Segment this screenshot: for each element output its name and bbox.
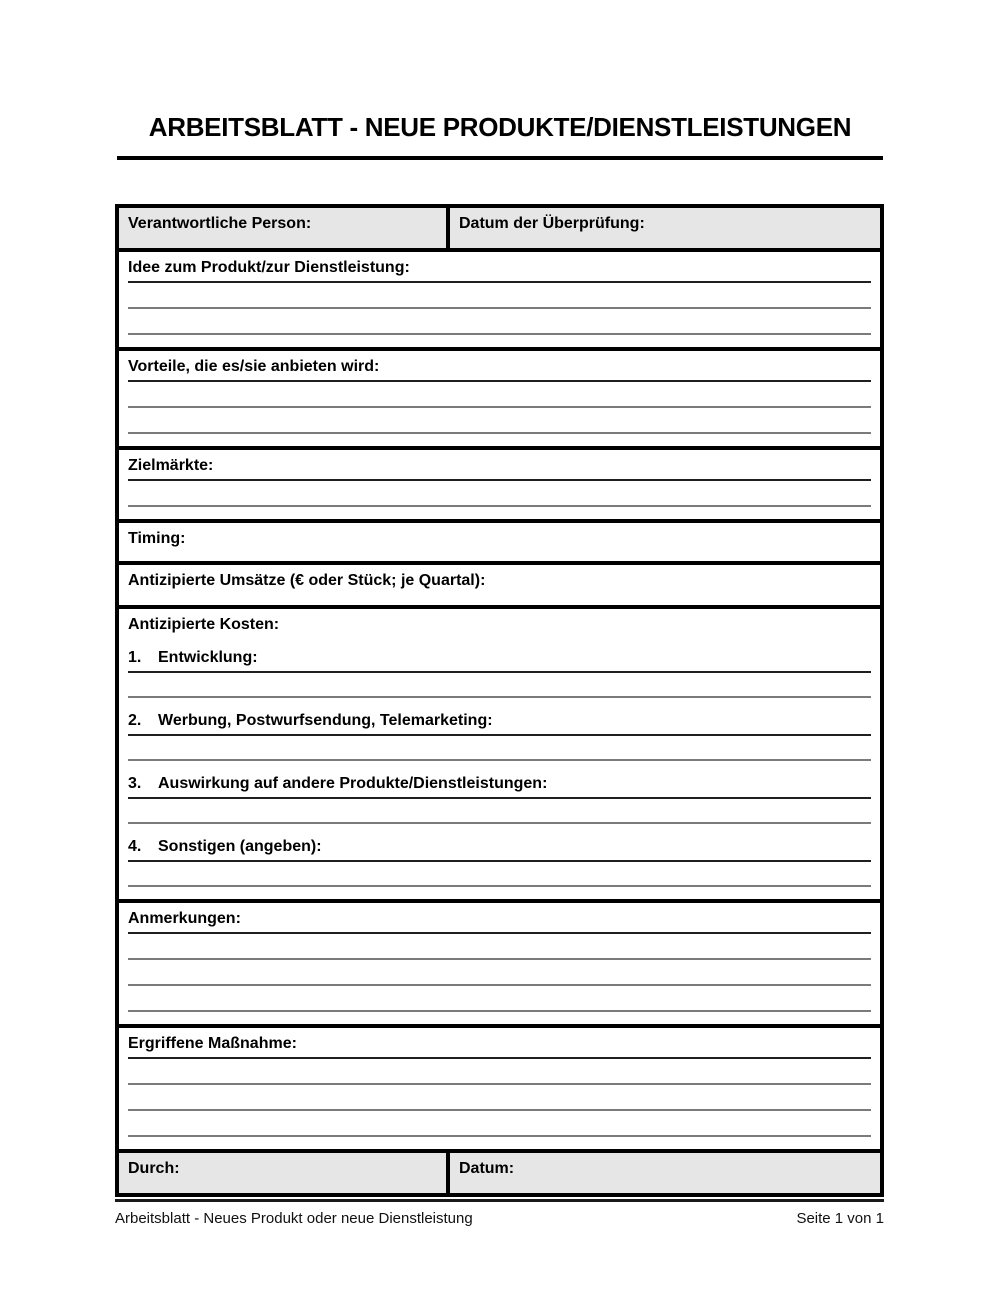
cost-item-label: Entwicklung: bbox=[158, 649, 258, 666]
write-line[interactable] bbox=[128, 1109, 871, 1111]
write-line[interactable] bbox=[128, 822, 871, 824]
write-line[interactable] bbox=[128, 505, 871, 507]
cost-item-head bbox=[128, 837, 871, 857]
responsible-person-field[interactable] bbox=[119, 208, 446, 248]
action-taken-label: Ergriffene Maßnahme: bbox=[128, 1035, 297, 1052]
section-anticipated-costs bbox=[119, 609, 880, 903]
notes-label: Anmerkungen: bbox=[128, 910, 241, 927]
write-line[interactable] bbox=[128, 333, 871, 335]
worksheet-table bbox=[115, 204, 884, 1197]
write-line[interactable] bbox=[128, 432, 871, 434]
header-row bbox=[119, 208, 880, 252]
section-action-taken bbox=[119, 1028, 880, 1153]
write-line[interactable] bbox=[128, 932, 871, 934]
write-line[interactable] bbox=[128, 759, 871, 761]
write-line[interactable] bbox=[128, 1135, 871, 1137]
write-line[interactable] bbox=[128, 1083, 871, 1085]
footer-document-name: Arbeitsblatt - Neues Produkt oder neue Dienstleistung bbox=[115, 1210, 473, 1227]
cost-item-number: 4. bbox=[128, 838, 142, 855]
cost-item-label: Werbung, Postwurfsendung, Telemarketing: bbox=[158, 712, 493, 729]
signoff-by-field[interactable] bbox=[119, 1153, 446, 1193]
cost-item-development bbox=[128, 648, 871, 698]
write-line[interactable] bbox=[128, 1057, 871, 1059]
anticipated-sales-label: Antizipierte Umsätze (€ oder Stück; je Quartal): bbox=[128, 572, 486, 589]
cost-item-impact bbox=[128, 774, 871, 824]
section-target-markets bbox=[119, 450, 880, 523]
write-line[interactable] bbox=[128, 281, 871, 283]
target-markets-label: Zielmärkte: bbox=[128, 457, 214, 474]
signoff-by-label: Durch: bbox=[128, 1160, 180, 1177]
write-line[interactable] bbox=[128, 734, 871, 736]
page-title: ARBEITSBLATT - NEUE PRODUKTE/DIENSTLEISTUNGEN bbox=[148, 112, 852, 142]
write-line[interactable] bbox=[128, 307, 871, 309]
cost-item-head bbox=[128, 774, 871, 794]
write-line[interactable] bbox=[128, 380, 871, 382]
benefits-label: Vorteile, die es/sie anbieten wird: bbox=[128, 358, 380, 375]
write-line[interactable] bbox=[128, 696, 871, 698]
anticipated-costs-label: Antizipierte Kosten: bbox=[128, 616, 280, 633]
section-benefits bbox=[119, 351, 880, 450]
signoff-row bbox=[119, 1153, 880, 1193]
title-divider bbox=[117, 156, 883, 160]
write-line[interactable] bbox=[128, 479, 871, 481]
cost-item-head bbox=[128, 711, 871, 731]
write-line[interactable] bbox=[128, 1010, 871, 1012]
footer-page-number: Seite 1 von 1 bbox=[796, 1210, 884, 1227]
write-line[interactable] bbox=[128, 958, 871, 960]
section-product-idea bbox=[119, 252, 880, 351]
timing-label: Timing: bbox=[128, 530, 186, 547]
product-idea-label: Idee zum Produkt/zur Dienstleistung: bbox=[128, 259, 410, 276]
section-anticipated-sales[interactable] bbox=[119, 565, 880, 609]
signoff-date-field[interactable] bbox=[446, 1153, 880, 1193]
section-timing[interactable] bbox=[119, 523, 880, 565]
cost-item-other bbox=[128, 837, 871, 887]
review-date-label: Datum der Überprüfung: bbox=[459, 215, 645, 232]
responsible-person-label: Verantwortliche Person: bbox=[128, 215, 312, 232]
cost-item-label: Sonstigen (angeben): bbox=[158, 838, 322, 855]
signoff-date-label: Datum: bbox=[459, 1160, 515, 1177]
write-line[interactable] bbox=[128, 984, 871, 986]
cost-item-number: 2. bbox=[128, 712, 142, 729]
write-line[interactable] bbox=[128, 797, 871, 799]
cost-item-head bbox=[128, 648, 871, 668]
cost-item-advertising bbox=[128, 711, 871, 761]
cost-item-label: Auswirkung auf andere Produkte/Dienstleistungen: bbox=[158, 775, 548, 792]
review-date-field[interactable] bbox=[446, 208, 880, 248]
write-line[interactable] bbox=[128, 406, 871, 408]
write-line[interactable] bbox=[128, 860, 871, 862]
cost-item-number: 1. bbox=[128, 649, 142, 666]
section-notes bbox=[119, 903, 880, 1028]
write-line[interactable] bbox=[128, 885, 871, 887]
write-line[interactable] bbox=[128, 671, 871, 673]
cost-item-number: 3. bbox=[128, 775, 142, 792]
page-footer bbox=[115, 1199, 884, 1227]
footer-divider bbox=[115, 1199, 884, 1202]
